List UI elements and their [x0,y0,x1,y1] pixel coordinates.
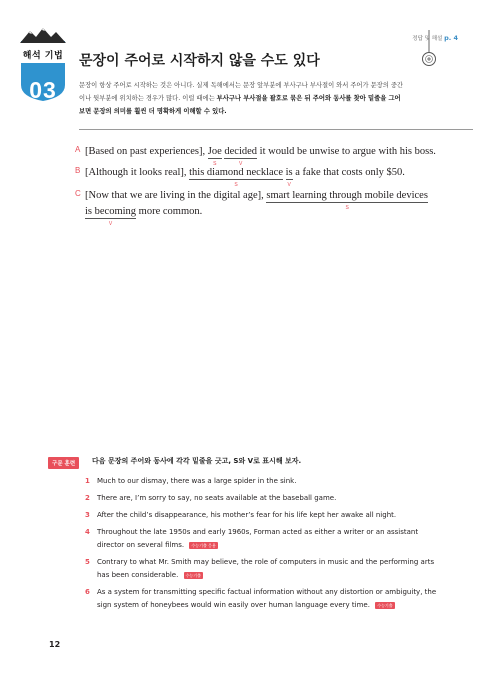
source-tag: 수능기출 [185,572,202,578]
badge-label: 해석 기법 [22,51,64,61]
section-title: 문장이 주어로 시작하지 않을 수도 있다 [79,53,320,69]
list-item [85,526,445,552]
page-number: 12 [49,640,61,649]
subject-text: this diamond necklace [189,167,283,178]
verb-text: is [285,167,293,178]
source-tag: 수능기출 [377,602,393,608]
list-item [85,556,445,582]
item-number: 6 [85,588,90,596]
verb-underline [285,167,293,188]
item-number: 4 [85,528,90,536]
item-number: 5 [85,558,90,566]
item-number: 1 [85,477,90,485]
subject-text: smart learning through mobile devices [266,190,428,201]
subject-text: Joe [207,146,222,157]
badge-number: 03 [29,77,57,103]
item-text: Contrary to what Mr. Smith may believe, the role of computers in music and the performing arts has been considerable. [97,558,435,579]
page-ref: p. 4 [444,34,458,42]
example-letter: C [75,189,81,198]
drill-instruction: 다음 문장의 주어와 동사에 각각 밑줄을 긋고, S와 V로 표시해 보자. [92,457,302,465]
item-text: Throughout the late 1950s and early 1960s, Forman acted as either a writer or an assistant director on several films. [97,528,419,549]
verb-underline [224,146,258,167]
example-letter: A [75,145,81,154]
subject-underline [189,167,283,188]
adverbial-clause: [Now that we are living in the digital age], [85,190,267,201]
verb-text: is becoming [85,206,137,217]
item-text: After the child’s disappearance, his mother’s fear for his life kept her awake all night. [97,511,397,519]
example-letter: B [75,166,81,175]
answer-label: 정답 및 해설 [412,36,443,42]
divider [79,129,473,130]
rest-of-sentence: it would be unwise to argue with his boss. [257,146,436,157]
adverbial-phrase: [Based on past experiences], [85,146,208,157]
adverbial-clause: [Although it looks real], [85,167,190,178]
drill-list [85,475,445,616]
intro-line-2-plain: 이나 뒷부분에 위치하는 경우가 많다. 이럴 때에는 [79,95,217,102]
list-item [85,475,445,488]
item-text: Much to our dismay, there was a large spider in the sink. [97,477,297,485]
s-mark: S [234,182,238,188]
verb-underline [85,206,137,227]
drill-badge: 구문 훈련 [48,457,79,469]
section-badge [18,27,68,101]
s-mark: S [213,161,217,167]
pin-icon [421,30,437,74]
subject-underline [266,190,428,211]
list-item [85,492,445,505]
item-text: As a system for transmitting specific factual information without any distortion or ambiguity, the sign system of honeybees would win easily over human language every time. [97,588,437,609]
s-mark: S [345,205,349,211]
intro-line-2-bold: 부사구나 부사절을 괄호로 묶은 뒤 주어와 동사를 찾아 밑줄을 그어 [216,95,401,102]
rest-of-sentence: more common. [136,206,203,217]
item-text: There are, I’m sorry to say, no seats available at the baseball game. [97,494,337,502]
subject-underline [207,146,222,167]
v-mark: V [287,182,291,188]
intro-paragraph [79,79,452,118]
list-item [85,509,445,522]
verb-text: decided [224,146,258,157]
intro-line-1: 문장이 항상 주어로 시작하는 것은 아니다. 실제 독해에서는 문장 앞부분에 부사구나 부사절이 와서 주어가 문장의 중간 [79,82,403,89]
intro-line-2 [79,92,452,105]
list-item [85,586,445,612]
rest-of-sentence: a fake that costs only $50. [292,167,405,178]
item-number: 2 [85,494,90,502]
intro-line-3: 보면 문장의 의미를 훨씬 더 명확하게 이해할 수 있다. [79,108,227,115]
item-number: 3 [85,511,90,519]
v-mark: V [239,161,243,167]
source-tag: 수능기출 응용 [191,542,216,548]
v-mark: V [108,221,113,227]
